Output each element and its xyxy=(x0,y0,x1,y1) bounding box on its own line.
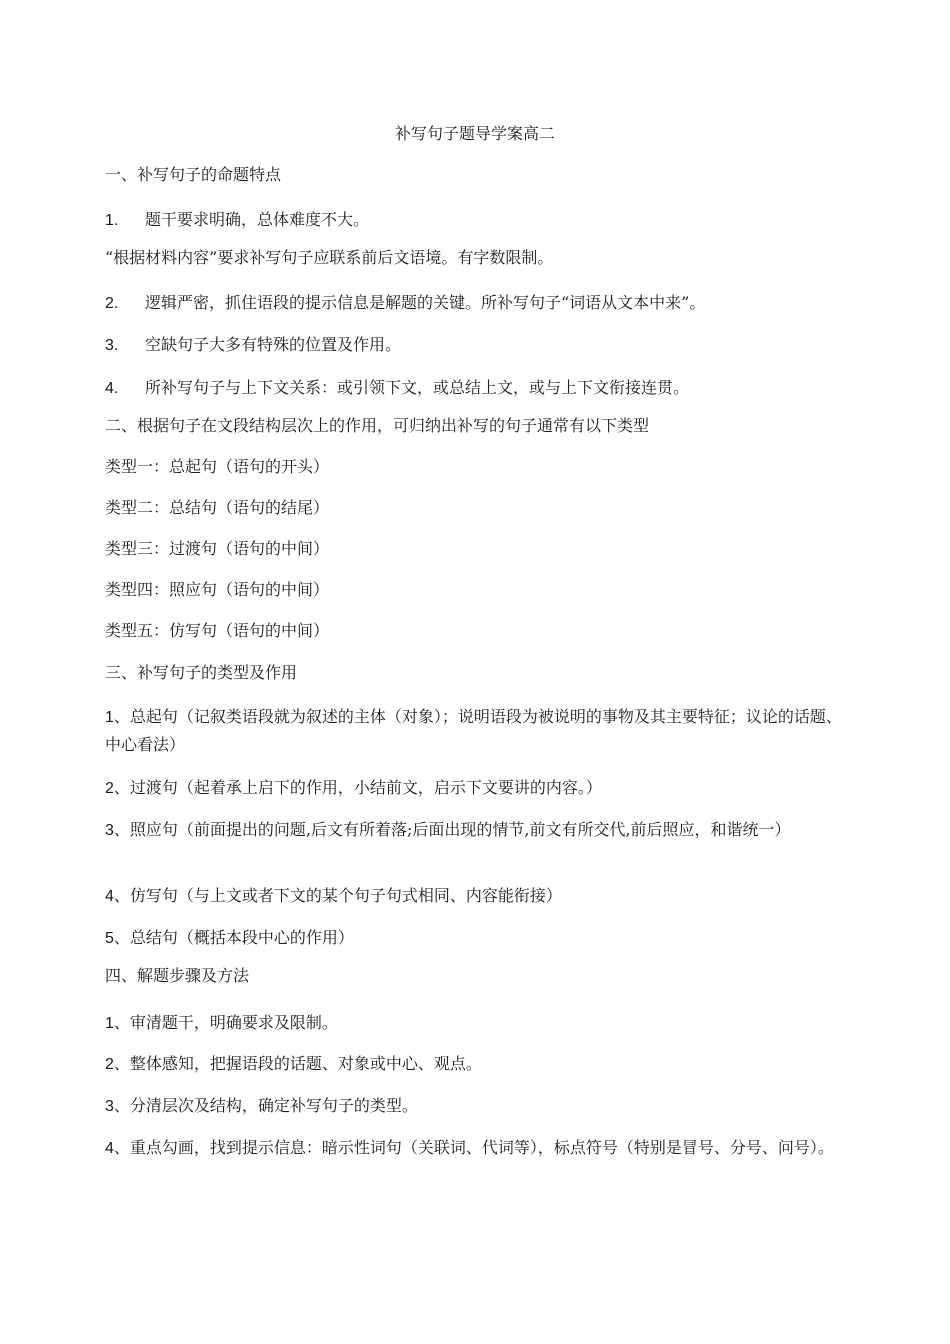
item-text: 逻辑严密，抓住语段的提示信息是解题的关键。所补写句子“词语从文本中来”。 xyxy=(145,293,706,312)
item-number: 3 xyxy=(105,822,114,839)
item-number: 2 xyxy=(105,780,114,797)
item-text: 、照应句（前面提出的问题,后文有所着落;后面出现的情节,前文有所交代,前后照应，和谐统一） xyxy=(113,820,791,839)
item-number: 1 xyxy=(105,1015,114,1032)
item-text: 、重点勾画，找到提示信息：暗示性词句（关联词、代词等），标点符号（特别是冒号、分号、问号）。 xyxy=(113,1138,834,1157)
section-3-item-3 xyxy=(105,816,845,844)
item-text: 、总起句（记叙类语段就为叙述的主体（对象）；说明语段为被说明的事物及其主要特征；议论的话题、中心看法） xyxy=(105,707,842,754)
item-number: 1 xyxy=(105,709,114,726)
item-number: 4 xyxy=(105,888,114,905)
section-2-heading: 二、根据句子在文段结构层次上的作用，可归纳出补写的句子通常有以下类型 xyxy=(105,416,650,435)
section-3-item-2 xyxy=(105,774,845,802)
type-item-4: 类型四：照应句（语句的中间） xyxy=(105,580,330,599)
item-text: 、仿写句（与上文或者下文的某个句子句式相同、内容能衔接） xyxy=(113,886,562,905)
item-text: 、总结句（概括本段中心的作用） xyxy=(113,928,354,947)
section-4-item-2 xyxy=(105,1050,845,1078)
section-1-note: “根据材料内容”要求补写句子应联系前后文语境。有字数限制。 xyxy=(105,248,554,267)
item-text: 、整体感知，把握语段的话题、对象或中心、观点。 xyxy=(113,1054,482,1073)
item-number: 5 xyxy=(105,930,114,947)
item-text: 、分清层次及结构，确定补写句子的类型。 xyxy=(113,1096,418,1115)
section-1-item-2 xyxy=(105,289,845,317)
item-text: 、审清题干，明确要求及限制。 xyxy=(113,1013,338,1032)
type-item-5: 类型五：仿写句（语句的中间） xyxy=(105,621,330,640)
type-item-1: 类型一：总起句（语句的开头） xyxy=(105,457,330,476)
item-number: 1. xyxy=(105,212,119,229)
section-3-item-4 xyxy=(105,882,845,910)
item-number: 2 xyxy=(105,1056,114,1073)
section-3-item-1 xyxy=(105,703,845,758)
section-4-item-3 xyxy=(105,1092,845,1120)
item-text: 空缺句子大多有特殊的位置及作用。 xyxy=(145,335,402,354)
item-number: 4. xyxy=(105,380,119,397)
section-1-item-1 xyxy=(105,206,845,234)
type-item-2: 类型二：总结句（语句的结尾） xyxy=(105,498,330,517)
item-number: 4 xyxy=(105,1140,114,1157)
item-text: 题干要求明确，总体难度不大。 xyxy=(145,210,370,229)
section-4-item-4 xyxy=(105,1134,845,1162)
item-number: 3 xyxy=(105,1098,114,1115)
document-title: 补写句子题导学案高二 xyxy=(394,124,555,143)
section-4-item-1 xyxy=(105,1009,845,1037)
item-text: 、过渡句（起着承上启下的作用，小结前文，启示下文要讲的内容。） xyxy=(113,778,602,797)
section-4-heading: 四、解题步骤及方法 xyxy=(105,966,250,985)
item-number: 3. xyxy=(105,337,119,354)
section-3-heading: 三、补写句子的类型及作用 xyxy=(105,663,298,682)
section-3-item-5 xyxy=(105,924,845,952)
item-number: 2. xyxy=(105,295,119,312)
item-text: 所补写句子与上下文关系：或引领下文，或总结上文，或与上下文衔接连贯。 xyxy=(145,378,690,397)
section-1-item-4 xyxy=(105,374,845,402)
section-1-heading: 一、补写句子的命题特点 xyxy=(105,165,282,184)
section-1-item-3 xyxy=(105,331,845,359)
type-item-3: 类型三：过渡句（语句的中间） xyxy=(105,539,330,558)
